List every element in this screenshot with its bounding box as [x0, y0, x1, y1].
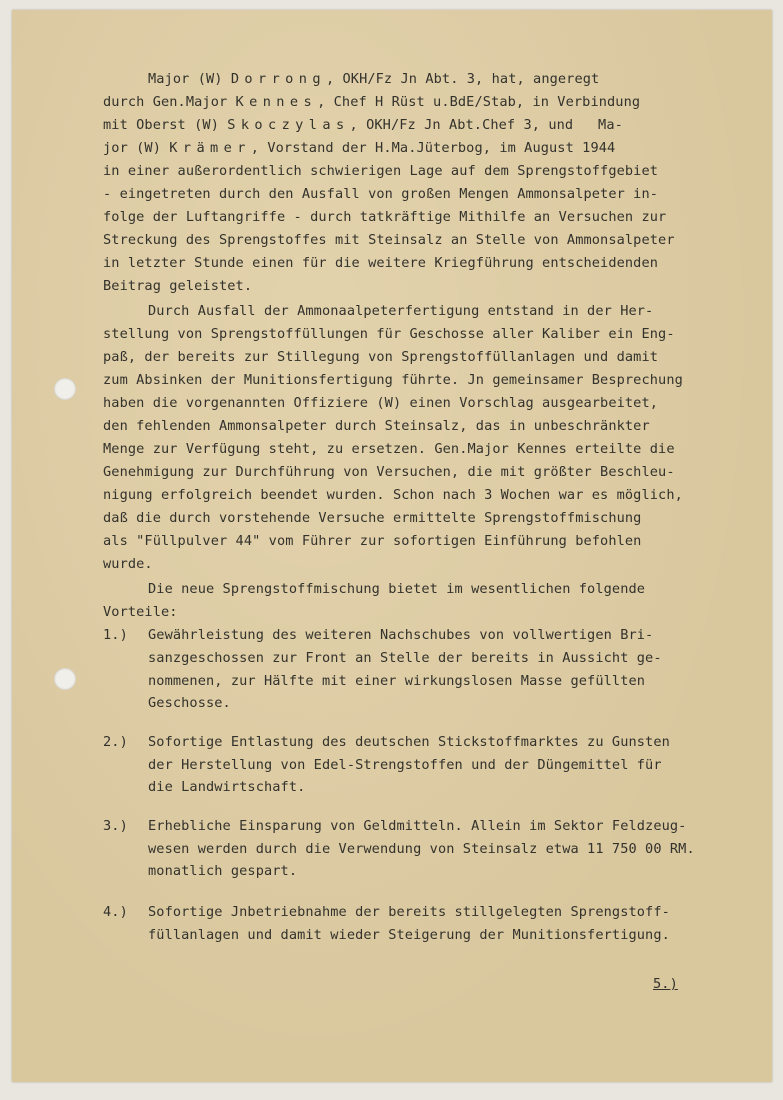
text-line: sanzgeschossen zur Front an Stelle der bereits in Aussicht ge- [148, 650, 662, 666]
spaced-name: Dorrong [230, 71, 326, 87]
text-line [103, 93, 640, 111]
text-line: in letzter Stunde einen für die weitere Kriegführung entscheidenden [103, 255, 659, 271]
text-run: , OKH/Fz Jn Abt.Chef 3, und Ma- [349, 117, 623, 133]
item-number: 1.) [103, 627, 128, 643]
continuation-marker: 5.) [653, 976, 678, 992]
text-line: Die neue Sprengstoffmischung bietet im wesentlichen folgende [148, 581, 646, 597]
text-line: Geschosse. [148, 695, 231, 711]
text-line: Erhebliche Einsparung von Geldmitteln. Allein im Sektor Feldzeug- [148, 818, 687, 834]
text-line: die Landwirtschaft. [148, 779, 306, 795]
text-line: Durch Ausfall der Ammonaalpeterfertigung entstand in der Her- [148, 303, 654, 319]
text-line: nigung erfolgreich beendet wurden. Schon nach 3 Wochen war es möglich, [103, 487, 683, 503]
spaced-name: Krämer [169, 140, 251, 156]
text-line: der Herstellung von Edel-Strengstoffen und der Düngemittel für [148, 757, 662, 773]
text-run: jor (W) [103, 140, 170, 156]
text-line: als "Füllpulver 44" vom Führer zur sofortigen Einführung befohlen [103, 533, 642, 549]
text-run: , Chef H Rüst u.BdE/Stab, in Verbindung [317, 94, 641, 110]
text-line: stellung von Sprengstoffüllungen für Geschosse aller Kaliber ein Eng- [103, 326, 675, 342]
text-line: Genehmigung zur Durchführung von Versuchen, die mit größter Beschleu- [103, 464, 675, 480]
text-line: haben die vorgenannten Offiziere (W) einen Vorschlag ausgearbeitet, [103, 395, 659, 411]
text-line [103, 139, 615, 157]
text-line: daß die durch vorstehende Versuche ermittelte Sprengstoffmischung [103, 510, 642, 526]
text-run: , Vorstand der H.Ma.Jüterbog, im August 1944 [250, 140, 616, 156]
text-line: Vorteile: [103, 604, 178, 620]
item-number: 4.) [103, 904, 128, 920]
text-line: paß, der bereits zur Stillegung von Sprengstoffüllanlagen und damit [103, 349, 659, 365]
text-line: in einer außerordentlich schwierigen Lage auf dem Sprengstoffgebiet [103, 163, 659, 179]
text-line [148, 70, 599, 88]
text-line: Gewährleistung des weiteren Nachschubes von vollwertigen Bri- [148, 627, 654, 643]
text-line: Sofortige Entlastung des deutschen Stickstoffmarktes zu Gunsten [148, 734, 670, 750]
text-line: Menge zur Verfügung steht, zu ersetzen. Gen.Major Kennes erteilte die [103, 441, 675, 457]
text-line: zum Absinken der Munitionsfertigung führte. Jn gemeinsamer Besprechung [103, 372, 683, 388]
text-line: Streckung des Sprengstoffes mit Steinsalz an Stelle von Ammonsalpeter [103, 232, 675, 248]
text-run: , OKH/Fz Jn Abt. 3, hat, angeregt [325, 71, 600, 87]
item-number: 3.) [103, 818, 128, 834]
item-number: 2.) [103, 734, 128, 750]
text-run: Major (W) [148, 71, 231, 87]
text-line: - eingetreten durch den Ausfall von großen Mengen Ammonsalpeter in- [103, 186, 659, 202]
spaced-name: Skoczylas [227, 117, 350, 133]
text-run: mit Oberst (W) [103, 117, 228, 133]
text-line: Sofortige Jnbetriebnahme der bereits stillgelegten Sprengstoff- [148, 904, 670, 920]
text-line: wurde. [103, 556, 153, 572]
text-line: füllanlagen und damit wieder Steigerung der Munitionsfertigung. [148, 927, 670, 943]
text-line: folge der Luftangriffe - durch tatkräftige Mithilfe an Versuchen zur [103, 209, 667, 225]
text-line: den fehlenden Ammonsalpeter durch Steinsalz, das in unbeschränkter [103, 418, 650, 434]
text-line [103, 116, 623, 134]
text-line: nommenen, zur Hälfte mit einer wirkungslosen Masse gefüllten [148, 673, 646, 689]
text-line: monatlich gespart. [148, 863, 298, 879]
text-line: wesen werden durch die Verwendung von Steinsalz etwa 11 750 00 RM. [148, 841, 695, 857]
text-run: durch Gen.Major [103, 94, 236, 110]
text-line: Beitrag geleistet. [103, 278, 253, 294]
spaced-name: Kennes [235, 94, 318, 110]
